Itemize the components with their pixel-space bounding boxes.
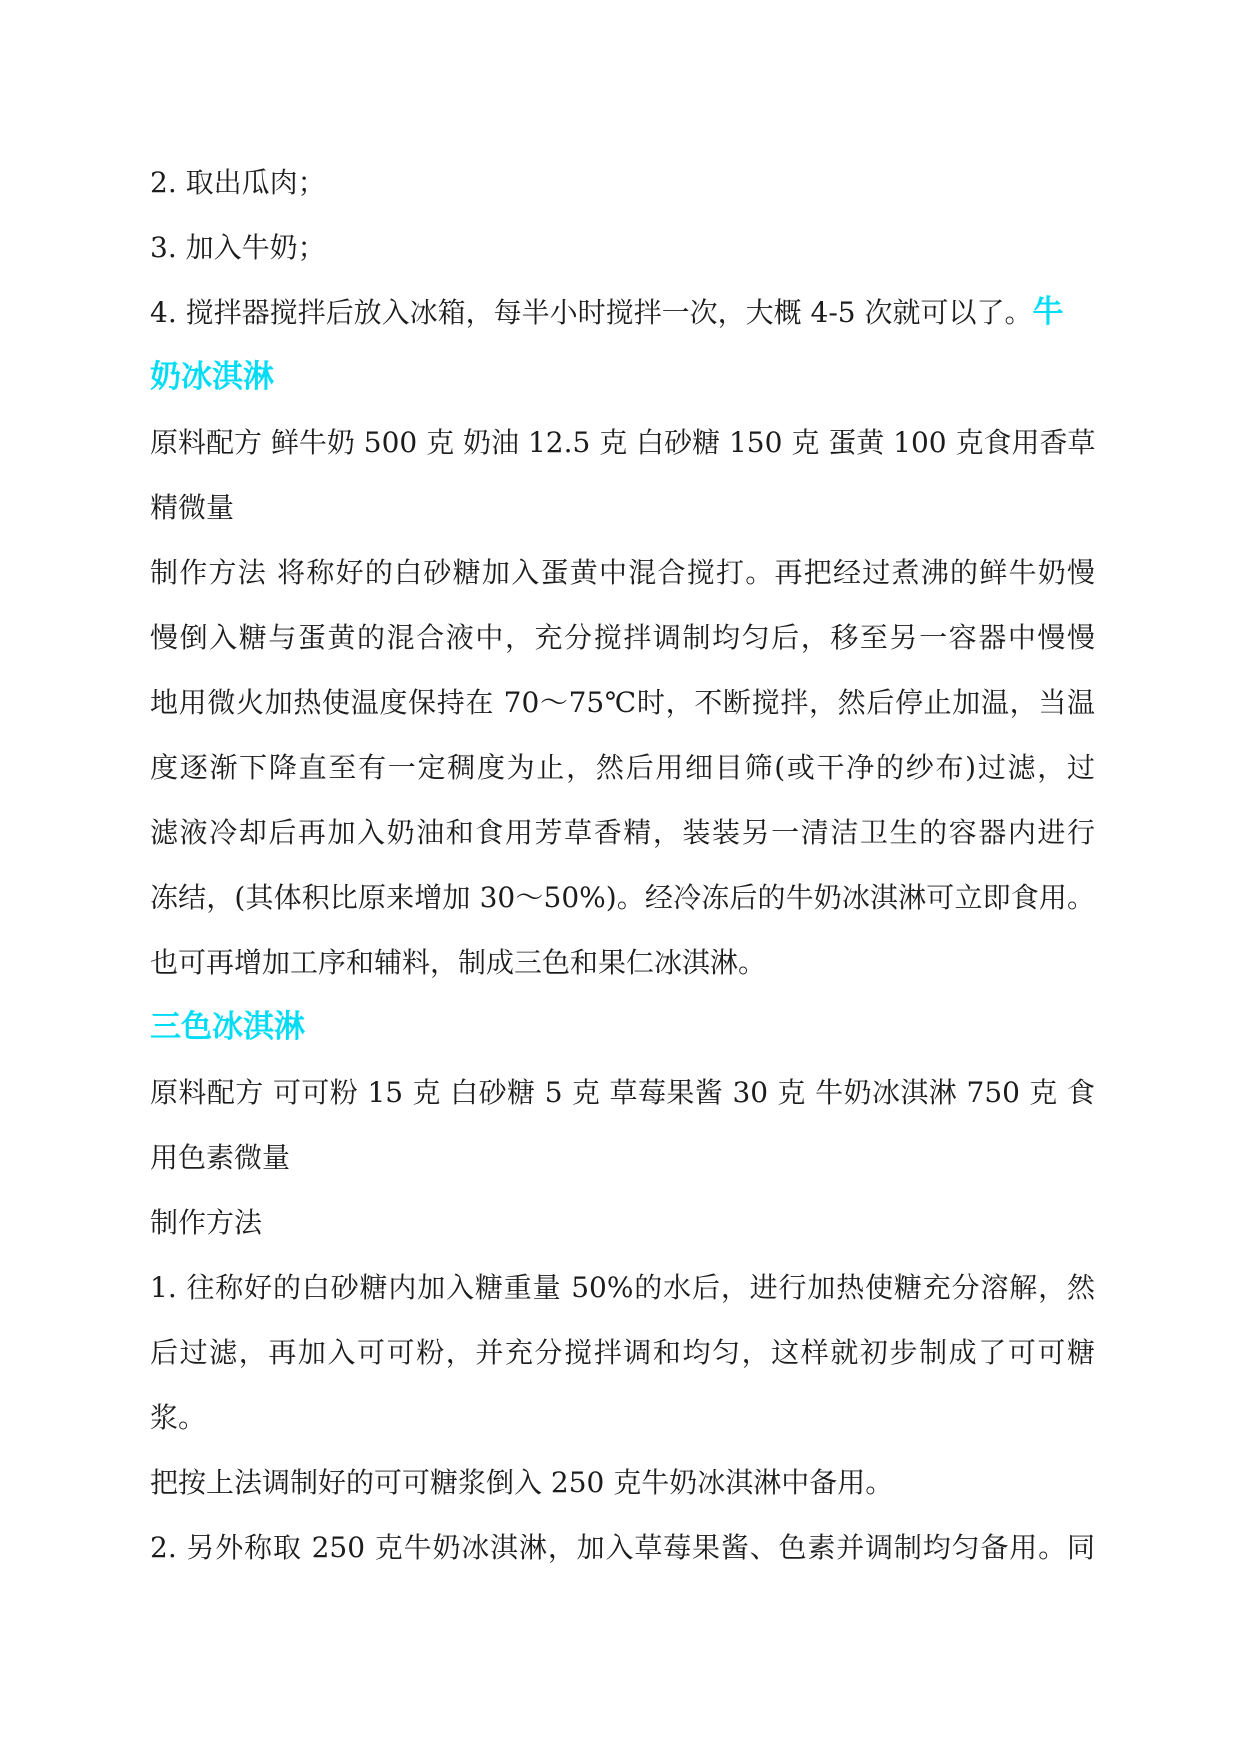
milk-method-line: 滤液冷却后再加入奶油和食用芳草香精，装装另一清洁卫生的容器内进行 xyxy=(150,816,1095,849)
tricolor-ingredients-line: 原料配方 可可粉 15 克 白砂糖 5 克 草莓果酱 30 克 牛奶冰淇淋 750 克 食 xyxy=(150,1076,1095,1109)
tricolor-step-2-line: 2. 另外称取 250 克牛奶冰淇淋，加入草莓果酱、色素并调制均匀备用。同 xyxy=(150,1531,1095,1564)
milk-method-line: 地用微火加热使温度保持在 70～75℃时，不断搅拌，然后停止加温，当温 xyxy=(150,686,1095,719)
milk-ingredients-line: 精微量 xyxy=(150,491,235,524)
milk-method-line: 慢倒入糖与蛋黄的混合液中，充分搅拌调制均匀后，移至另一容器中慢慢 xyxy=(150,621,1095,654)
milk-method-line: 制作方法 将称好的白砂糖加入蛋黄中混合搅打。再把经过煮沸的鲜牛奶慢 xyxy=(150,556,1095,589)
tricolor-method-label: 制作方法 xyxy=(150,1206,263,1239)
milk-method-line: 冻结，(其体积比原来增加 30～50%)。经冷冻后的牛奶冰淇淋可立即食用。 xyxy=(150,881,1095,914)
tricolor-note: 把按上法调制好的可可糖浆倒入 250 克牛奶冰淇淋中备用。 xyxy=(150,1466,894,1499)
tricolor-step-1-line: 1. 往称好的白砂糖内加入糖重量 50%的水后，进行加热使糖充分溶解，然 xyxy=(150,1271,1095,1304)
tricolor-ice-cream-title: 三色冰淇淋 xyxy=(150,1009,305,1045)
step-2-text: 2. 取出瓜肉； xyxy=(150,166,326,199)
milk-method-line: 也可再增加工序和辅料，制成三色和果仁冰淇淋。 xyxy=(150,946,767,979)
document-body xyxy=(150,150,1095,1580)
step-4-line xyxy=(150,280,1095,345)
milk-ice-cream-title-start: 牛 xyxy=(1032,294,1064,330)
tricolor-step-1-line: 后过滤，再加入可可粉，并充分搅拌调和均匀，这样就初步制成了可可糖 xyxy=(150,1336,1095,1369)
step-3-text: 3. 加入牛奶； xyxy=(150,231,326,264)
milk-method-line: 度逐渐下降直至有一定稠度为止，然后用细目筛(或干净的纱布)过滤，过 xyxy=(150,751,1095,784)
tricolor-step-1-line: 浆。 xyxy=(150,1401,207,1434)
tricolor-ingredients-line: 用色素微量 xyxy=(150,1141,291,1174)
step-4-text: 4. 搅拌器搅拌后放入冰箱，每半小时搅拌一次，大概 4-5 次就可以了。 xyxy=(150,296,1033,329)
milk-ice-cream-title-end: 奶冰淇淋 xyxy=(150,359,274,395)
milk-ingredients-line: 原料配方 鲜牛奶 500 克 奶油 12.5 克 白砂糖 150 克 蛋黄 100 克食用香草 xyxy=(150,426,1095,459)
